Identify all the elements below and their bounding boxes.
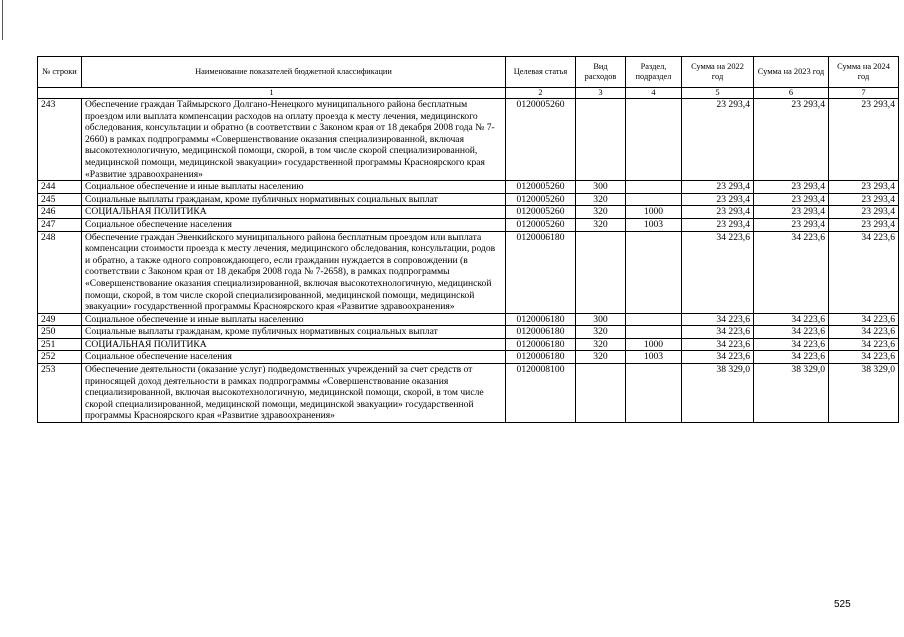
section-subsection <box>626 313 682 326</box>
section-subsection: 1000 <box>626 206 682 219</box>
table-row <box>38 326 899 339</box>
expense-type: 320 <box>576 338 626 351</box>
amount-2024: 34 223,6 <box>829 326 899 339</box>
target-article: 0120005260 <box>506 99 576 181</box>
amount-2023: 38 329,0 <box>754 364 829 423</box>
table-row <box>38 231 899 313</box>
amount-2024: 34 223,6 <box>829 231 899 313</box>
row-number: 252 <box>38 351 82 364</box>
table-row <box>38 193 899 206</box>
amount-2023: 34 223,6 <box>754 338 829 351</box>
target-article: 0120005260 <box>506 193 576 206</box>
amount-2022: 34 223,6 <box>682 231 754 313</box>
target-article: 0120008100 <box>506 364 576 423</box>
indicator-name: Обеспечение граждан Эвенкийского муниципального района бесплатным проездом или выплата компенсации стоимости проезда к месту лечения, медицинского обследования, консультации, родов и обратно, а также одного сопровождающего, если гражданин нуждается в сопровождении (в соответствии с Законом края от 18 декабря 2008 года № 7-2658), в рамках подпрограммы «Совершенствование оказания специализированной, включая высокотехнологичную, медицинской помощи, скорой, в том числе скорой специализированной, медицинской помощи, медицинской эвакуации» государственной программы Красноярского края «Развитие здравоохранения» <box>82 231 506 313</box>
col-header-2022: Сумма на 2022 год <box>682 57 754 88</box>
section-subsection <box>626 326 682 339</box>
expense-type <box>576 99 626 181</box>
amount-2024: 34 223,6 <box>829 313 899 326</box>
amount-2023: 23 293,4 <box>754 218 829 231</box>
col-header-section: Раздел, подраздел <box>626 57 682 88</box>
amount-2023: 23 293,4 <box>754 206 829 219</box>
section-subsection: 1003 <box>626 351 682 364</box>
amount-2024: 23 293,4 <box>829 99 899 181</box>
target-article: 0120006180 <box>506 313 576 326</box>
table-row <box>38 313 899 326</box>
row-number: 244 <box>38 181 82 194</box>
expense-type <box>576 364 626 423</box>
section-subsection <box>626 193 682 206</box>
section-subsection <box>626 364 682 423</box>
indicator-name: Социальное обеспечение населения <box>82 218 506 231</box>
expense-type: 300 <box>576 313 626 326</box>
row-number: 245 <box>38 193 82 206</box>
table-row <box>38 364 899 423</box>
section-subsection <box>626 99 682 181</box>
column-numbers-row <box>38 88 899 99</box>
header-row <box>38 57 899 88</box>
row-number: 249 <box>38 313 82 326</box>
expense-type: 320 <box>576 206 626 219</box>
amount-2023: 23 293,4 <box>754 181 829 194</box>
amount-2022: 34 223,6 <box>682 326 754 339</box>
amount-2023: 34 223,6 <box>754 231 829 313</box>
indicator-name: Социальные выплаты гражданам, кроме публичных нормативных социальных выплат <box>82 193 506 206</box>
amount-2023: 23 293,4 <box>754 193 829 206</box>
target-article: 0120005260 <box>506 218 576 231</box>
amount-2022: 34 223,6 <box>682 338 754 351</box>
amount-2024: 34 223,6 <box>829 338 899 351</box>
target-article: 0120005260 <box>506 181 576 194</box>
amount-2024: 23 293,4 <box>829 193 899 206</box>
row-number: 248 <box>38 231 82 313</box>
row-number: 250 <box>38 326 82 339</box>
amount-2022: 23 293,4 <box>682 181 754 194</box>
col-header-target: Целевая статья <box>506 57 576 88</box>
row-number: 251 <box>38 338 82 351</box>
row-number: 247 <box>38 218 82 231</box>
col-number-7: 7 <box>829 88 899 99</box>
budget-table <box>37 56 899 423</box>
row-number: 246 <box>38 206 82 219</box>
section-subsection: 1003 <box>626 218 682 231</box>
target-article: 0120006180 <box>506 326 576 339</box>
expense-type: 320 <box>576 218 626 231</box>
indicator-name: Социальное обеспечение населения <box>82 351 506 364</box>
indicator-name: Социальное обеспечение и иные выплаты населению <box>82 313 506 326</box>
table-row <box>38 351 899 364</box>
indicator-name: Социальное обеспечение и иные выплаты населению <box>82 181 506 194</box>
amount-2022: 38 329,0 <box>682 364 754 423</box>
amount-2024: 23 293,4 <box>829 218 899 231</box>
target-article: 0120006180 <box>506 338 576 351</box>
amount-2022: 34 223,6 <box>682 313 754 326</box>
col-header-num: № строки <box>38 57 82 88</box>
amount-2023: 34 223,6 <box>754 326 829 339</box>
table-row <box>38 99 899 181</box>
expense-type <box>576 231 626 313</box>
section-subsection <box>626 181 682 194</box>
amount-2023: 34 223,6 <box>754 313 829 326</box>
amount-2024: 38 329,0 <box>829 364 899 423</box>
expense-type: 300 <box>576 181 626 194</box>
indicator-name: Обеспечение деятельности (оказание услуг) подведомственных учреждений за счет средств от приносящей доход деятельности в рамках подпрограммы «Совершенствование оказания специализированной, включая высокотехнологичную, медицинской помощи, скорой, в том числе скорой специализированной, медицинской помощи, медицинской эвакуации» государственной программы Красноярского края «Развитие здравоохранения» <box>82 364 506 423</box>
col-header-type: Вид расходов <box>576 57 626 88</box>
target-article: 0120006180 <box>506 351 576 364</box>
table-row <box>38 181 899 194</box>
indicator-name: СОЦИАЛЬНАЯ ПОЛИТИКА <box>82 206 506 219</box>
col-header-2024: Сумма на 2024 год <box>829 57 899 88</box>
col-number-3: 3 <box>576 88 626 99</box>
target-article: 0120006180 <box>506 231 576 313</box>
amount-2024: 23 293,4 <box>829 181 899 194</box>
table-row <box>38 338 899 351</box>
col-number-4: 4 <box>626 88 682 99</box>
table-body <box>38 99 899 423</box>
section-subsection <box>626 231 682 313</box>
amount-2022: 23 293,4 <box>682 206 754 219</box>
amount-2024: 23 293,4 <box>829 206 899 219</box>
col-number-5: 5 <box>682 88 754 99</box>
table-row <box>38 206 899 219</box>
expense-type: 320 <box>576 193 626 206</box>
amount-2022: 23 293,4 <box>682 193 754 206</box>
indicator-name: Социальные выплаты гражданам, кроме публичных нормативных социальных выплат <box>82 326 506 339</box>
col-header-name: Наименование показателей бюджетной классификации <box>82 57 506 88</box>
row-number: 253 <box>38 364 82 423</box>
amount-2024: 34 223,6 <box>829 351 899 364</box>
col-header-2023: Сумма на 2023 год <box>754 57 829 88</box>
amount-2023: 34 223,6 <box>754 351 829 364</box>
indicator-name: СОЦИАЛЬНАЯ ПОЛИТИКА <box>82 338 506 351</box>
scan-margin-line <box>2 0 3 40</box>
page-number: 525 <box>834 599 851 610</box>
table-row <box>38 218 899 231</box>
expense-type: 320 <box>576 351 626 364</box>
indicator-name: Обеспечение граждан Таймырского Долгано-Ненецкого муниципального района бесплатным проездом или выплата компенсации расходов на оплату проезда к месту лечения, медицинского обследования, консультации и обратно (в соответствии с Законом края от 18 декабря 2008 года № 7-2660) в рамках подпрограммы «Совершенствование оказания специализированной, включая высокотехнологичную, медицинской помощи, скорой, в том числе скорой специализированной, медицинской помощи, медицинской эвакуации» государственной программы Красноярского края «Развитие здравоохранения» <box>82 99 506 181</box>
amount-2022: 34 223,6 <box>682 351 754 364</box>
target-article: 0120005260 <box>506 206 576 219</box>
amount-2022: 23 293,4 <box>682 218 754 231</box>
row-number: 243 <box>38 99 82 181</box>
amount-2022: 23 293,4 <box>682 99 754 181</box>
expense-type: 320 <box>576 326 626 339</box>
section-subsection: 1000 <box>626 338 682 351</box>
col-number-1: 1 <box>38 88 506 99</box>
col-number-2: 2 <box>506 88 576 99</box>
amount-2023: 23 293,4 <box>754 99 829 181</box>
col-number-6: 6 <box>754 88 829 99</box>
